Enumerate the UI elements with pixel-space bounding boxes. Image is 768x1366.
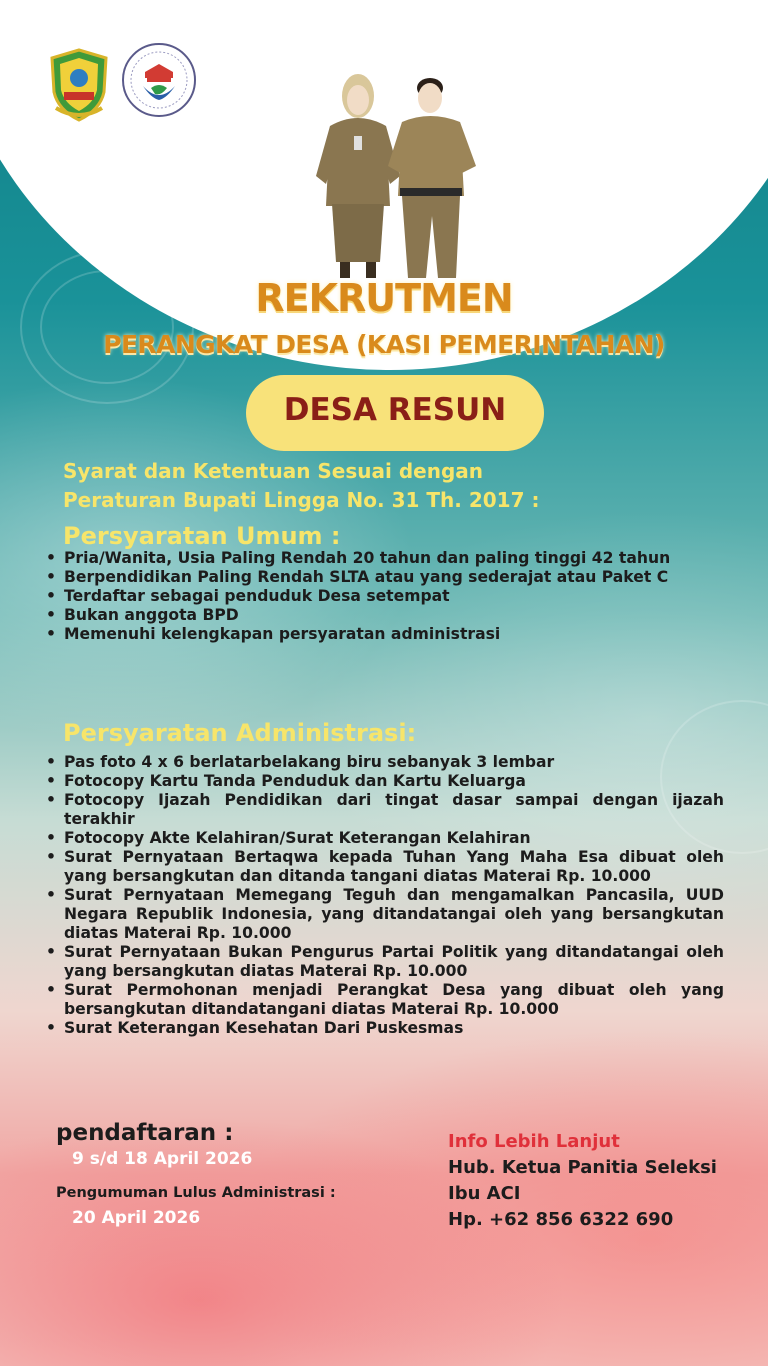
list-item: • Surat Pernyataan Memegang Teguh dan mengamalkan Pancasila, UUD Negara Republik Indonesia, yang ditandatangai oleh yang bersangkutan diatas Materai Rp. 10.000 [46,886,724,943]
poster-subtitle: PERANGKAT DESA (KASI PEMERINTAHAN) [103,330,665,359]
list-item: • Memenuhi kelengkapan persyaratan administrasi [46,625,718,644]
registration-dates: 9 s/d 18 April 2026 [72,1149,253,1169]
announcement-label: Pengumuman Lulus Administrasi : [56,1185,336,1201]
contact-phone: Hp. +62 856 6322 690 [448,1209,674,1230]
general-requirements-list [46,549,718,644]
list-item: • Bukan anggota BPD [46,606,718,625]
regency-emblem-icon [48,48,110,122]
list-item: • Fotocopy Akte Kelahiran/Surat Keterangan Kelahiran [46,829,724,848]
contact-heading: Info Lebih Lanjut [448,1131,620,1152]
list-item: • Surat Pernyataan Bertaqwa kepada Tuhan Yang Maha Esa dibuat oleh yang bersangkutan dan ditanda tangani diatas Materai Rp. 10.000 [46,848,724,886]
administrative-requirements-heading: Persyaratan Administrasi: [63,719,417,747]
general-requirements-heading: Persyaratan Umum : [63,522,341,550]
list-item: • Surat Keterangan Kesehatan Dari Puskesmas [46,1019,724,1038]
village-name: DESA RESUN [283,392,507,428]
list-item: • Pas foto 4 x 6 berlatarbelakang biru sebanyak 3 lembar [46,753,724,772]
contact-name: Ibu ACI [448,1183,521,1204]
list-item: • Berpendidikan Paling Rendah SLTA atau yang sederajat atau Paket C [46,568,718,587]
list-item: • Pria/Wanita, Usia Paling Rendah 20 tahun dan paling tinggi 42 tahun [46,549,718,568]
list-item: • Fotocopy Kartu Tanda Penduduk dan Kartu Keluarga [46,772,724,791]
registration-label: pendaftaran : [56,1120,234,1146]
list-item: • Fotocopy Ijazah Pendidikan dari tingat dasar sampai dengan ijazah terakhir [46,791,724,829]
contact-line-1: Hub. Ketua Panitia Seleksi [448,1157,717,1178]
intro-line-2: Peraturan Bupati Lingga No. 31 Th. 2017 : [63,488,540,512]
list-item: • Terdaftar sebagai penduduk Desa setempat [46,587,718,606]
list-item: • Surat Pernyataan Bukan Pengurus Partai Politik yang ditandatangai oleh yang bersangkutan diatas Materai Rp. 10.000 [46,943,724,981]
civil-servants-illustration [310,66,482,282]
intro-line-1: Syarat dan Ketentuan Sesuai dengan [63,459,483,483]
ministry-logo-icon [121,42,197,118]
poster-title: REKRUTMEN [255,276,513,320]
administrative-requirements-list [46,753,724,1038]
list-item: • Surat Permohonan menjadi Perangkat Desa yang dibuat oleh yang bersangkutan ditandatangani diatas Materai Rp. 10.000 [46,981,724,1019]
announcement-date: 20 April 2026 [72,1208,201,1228]
